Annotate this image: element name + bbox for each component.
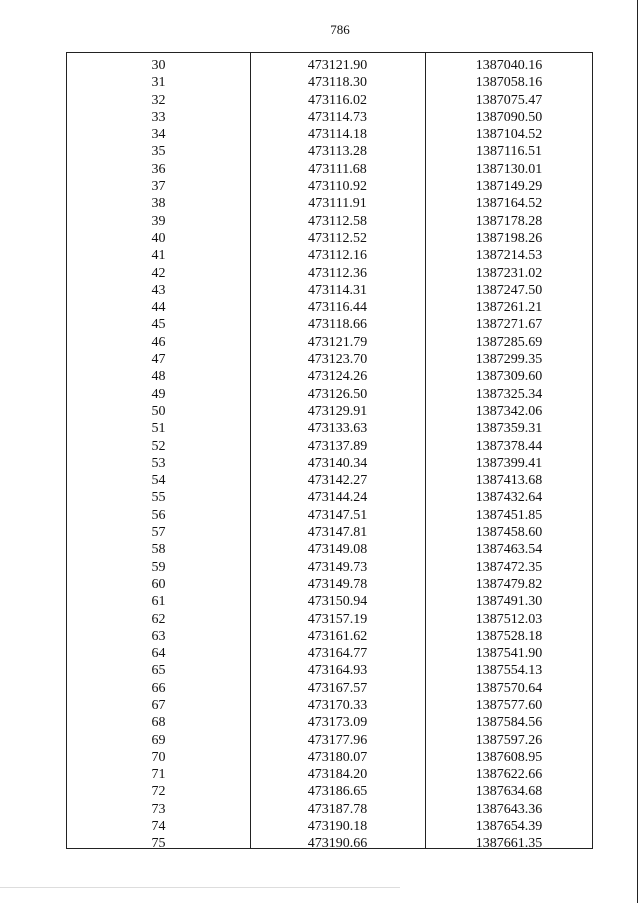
table-row (67, 455, 592, 472)
y-coordinate-cell: 1387432.64 (475, 490, 543, 506)
y-coordinate-cell: 1387661.35 (475, 836, 543, 852)
y-coordinate-cell: 1387472.35 (475, 559, 543, 575)
table-row (67, 645, 592, 662)
point-number-cell: 67 (151, 697, 166, 713)
x-coordinate-cell: 473112.52 (308, 230, 367, 246)
table-row (67, 334, 592, 351)
point-number-cell: 31 (151, 75, 166, 91)
x-coordinate-cell: 473147.81 (307, 525, 368, 541)
y-coordinate-cell: 1387622.66 (475, 767, 543, 783)
point-number-cell: 55 (151, 490, 166, 506)
x-coordinate-cell: 473164.93 (307, 663, 368, 679)
x-coordinate-cell: 473147.51 (307, 507, 368, 523)
x-coordinate-cell: 473161.62 (307, 628, 368, 644)
y-coordinate-cell: 1387378.44 (475, 438, 543, 454)
x-coordinate-cell: 473118.30 (308, 75, 367, 91)
x-coordinate-cell: 473150.94 (307, 594, 368, 610)
table-row (67, 593, 592, 610)
page-edge-rule (637, 0, 638, 903)
table-row (67, 161, 592, 178)
y-coordinate-cell: 1387512.03 (475, 611, 543, 627)
x-coordinate-cell: 473157.19 (307, 611, 368, 627)
y-coordinate-cell: 1387058.16 (475, 75, 543, 91)
y-coordinate-cell: 1387285.69 (475, 334, 543, 350)
y-coordinate-cell: 1387299.35 (475, 352, 543, 368)
x-coordinate-cell: 473149.78 (307, 576, 368, 592)
y-coordinate-cell: 1387359.31 (475, 421, 543, 437)
x-coordinate-cell: 473112.36 (308, 265, 367, 281)
point-number-cell: 47 (151, 352, 166, 368)
point-number-cell: 75 (151, 836, 166, 852)
table-row (67, 92, 592, 109)
point-number-cell: 59 (151, 559, 166, 575)
table-row (67, 541, 592, 558)
x-coordinate-cell: 473114.31 (308, 282, 367, 298)
table-row (67, 489, 592, 506)
x-coordinate-cell: 473110.92 (308, 179, 367, 195)
point-number-cell: 33 (151, 109, 166, 125)
point-number-cell: 37 (151, 179, 166, 195)
table-row (67, 420, 592, 437)
y-coordinate-cell: 1387584.56 (475, 715, 543, 731)
table-row (67, 57, 592, 74)
point-number-cell: 66 (151, 680, 166, 696)
y-coordinate-cell: 1387149.29 (475, 179, 543, 195)
table-row (67, 628, 592, 645)
y-coordinate-cell: 1387458.60 (475, 525, 543, 541)
y-coordinate-cell: 1387413.68 (475, 473, 543, 489)
point-number-cell: 42 (151, 265, 166, 281)
point-number-cell: 36 (151, 161, 166, 177)
x-coordinate-cell: 473170.33 (307, 697, 368, 713)
point-number-cell: 34 (151, 127, 166, 143)
table-row (67, 783, 592, 800)
y-coordinate-cell: 1387309.60 (475, 369, 543, 385)
x-coordinate-cell: 473114.73 (308, 109, 367, 125)
point-number-cell: 63 (151, 628, 166, 644)
y-coordinate-cell: 1387491.30 (475, 594, 543, 610)
table-row (67, 749, 592, 766)
y-coordinate-cell: 1387104.52 (475, 127, 543, 143)
x-coordinate-cell: 473184.20 (307, 767, 368, 783)
x-coordinate-cell: 473190.66 (307, 836, 368, 852)
table-row (67, 195, 592, 212)
point-number-cell: 51 (151, 421, 166, 437)
y-coordinate-cell: 1387231.02 (475, 265, 543, 281)
table-row (67, 714, 592, 731)
point-number-cell: 53 (151, 455, 166, 471)
table-row (67, 507, 592, 524)
x-coordinate-cell: 473118.66 (308, 317, 367, 333)
y-coordinate-cell: 1387554.13 (475, 663, 543, 679)
y-coordinate-cell: 1387198.26 (475, 230, 543, 246)
x-coordinate-cell: 473142.27 (307, 473, 368, 489)
table-row (67, 213, 592, 230)
x-coordinate-cell: 473124.26 (307, 369, 368, 385)
table-body (67, 57, 592, 853)
x-coordinate-cell: 473129.91 (307, 403, 368, 419)
point-number-cell: 62 (151, 611, 166, 627)
table-row (67, 472, 592, 489)
table-row (67, 351, 592, 368)
y-coordinate-cell: 1387090.50 (475, 109, 543, 125)
x-coordinate-cell: 473190.18 (307, 819, 368, 835)
y-coordinate-cell: 1387130.01 (475, 161, 543, 177)
y-coordinate-cell: 1387634.68 (475, 784, 543, 800)
point-number-cell: 35 (151, 144, 166, 160)
x-coordinate-cell: 473164.77 (307, 646, 368, 662)
point-number-cell: 39 (151, 213, 166, 229)
page-number: 786 (330, 22, 350, 37)
point-number-cell: 70 (151, 749, 166, 765)
table-row (67, 109, 592, 126)
y-coordinate-cell: 1387116.51 (476, 144, 542, 160)
table-row (67, 697, 592, 714)
point-number-cell: 64 (151, 646, 166, 662)
table-row (67, 282, 592, 299)
point-number-cell: 56 (151, 507, 166, 523)
point-number-cell: 57 (151, 525, 166, 541)
y-coordinate-cell: 1387643.36 (475, 801, 543, 817)
y-coordinate-cell: 1387164.52 (475, 196, 543, 212)
y-coordinate-cell: 1387271.67 (475, 317, 543, 333)
y-coordinate-cell: 1387479.82 (475, 576, 543, 592)
table-row (67, 576, 592, 593)
table-row (67, 835, 592, 852)
table-row (67, 801, 592, 818)
y-coordinate-cell: 1387247.50 (475, 282, 543, 298)
y-coordinate-cell: 1387570.64 (475, 680, 543, 696)
x-coordinate-cell: 473111.91 (308, 196, 367, 212)
y-coordinate-cell: 1387178.28 (475, 213, 543, 229)
scan-bottom-line (0, 887, 400, 888)
y-coordinate-cell: 1387040.16 (475, 58, 543, 73)
table-row (67, 230, 592, 247)
y-coordinate-cell: 1387075.47 (475, 92, 543, 108)
x-coordinate-cell: 473113.28 (308, 144, 367, 160)
y-coordinate-cell: 1387608.95 (475, 749, 543, 765)
table-row (67, 559, 592, 576)
x-coordinate-cell: 473116.02 (308, 92, 367, 108)
point-number-cell: 72 (151, 784, 166, 800)
table-row (67, 818, 592, 835)
x-coordinate-cell: 473187.78 (307, 801, 368, 817)
point-number-cell: 61 (151, 594, 166, 610)
x-coordinate-cell: 473126.50 (307, 386, 368, 402)
table-row (67, 680, 592, 697)
x-coordinate-cell: 473112.58 (308, 213, 367, 229)
point-number-cell: 40 (151, 230, 166, 246)
point-number-cell: 71 (151, 767, 166, 783)
x-coordinate-cell: 473121.90 (307, 58, 368, 73)
x-coordinate-cell: 473111.68 (308, 161, 367, 177)
point-number-cell: 49 (151, 386, 166, 402)
point-number-cell: 65 (151, 663, 166, 679)
table-row (67, 299, 592, 316)
table-row (67, 74, 592, 91)
x-coordinate-cell: 473186.65 (307, 784, 368, 800)
table-row (67, 368, 592, 385)
x-coordinate-cell: 473114.18 (308, 127, 367, 143)
point-number-cell: 46 (151, 334, 166, 350)
y-coordinate-cell: 1387342.06 (475, 403, 543, 419)
point-number-cell: 38 (151, 196, 166, 212)
y-coordinate-cell: 1387597.26 (475, 732, 543, 748)
x-coordinate-cell: 473133.63 (307, 421, 368, 437)
y-coordinate-cell: 1387463.54 (475, 542, 543, 558)
point-number-cell: 43 (151, 282, 166, 298)
x-coordinate-cell: 473177.96 (307, 732, 368, 748)
table-row (67, 265, 592, 282)
table-row (67, 316, 592, 333)
table-row (67, 438, 592, 455)
point-number-cell: 60 (151, 576, 166, 592)
point-number-cell: 68 (151, 715, 166, 731)
y-coordinate-cell: 1387214.53 (475, 248, 543, 264)
table-row (67, 178, 592, 195)
point-number-cell: 74 (151, 819, 166, 835)
x-coordinate-cell: 473167.57 (307, 680, 368, 696)
table-row (67, 386, 592, 403)
x-coordinate-cell: 473112.16 (308, 248, 367, 264)
table-row (67, 143, 592, 160)
x-coordinate-cell: 473149.08 (307, 542, 368, 558)
point-number-cell: 50 (151, 403, 166, 419)
point-number-cell: 69 (151, 732, 166, 748)
y-coordinate-cell: 1387528.18 (475, 628, 543, 644)
point-number-cell: 52 (151, 438, 166, 454)
y-coordinate-cell: 1387325.34 (475, 386, 543, 402)
table-row (67, 403, 592, 420)
y-coordinate-cell: 1387451.85 (475, 507, 543, 523)
x-coordinate-cell: 473140.34 (307, 455, 368, 471)
y-coordinate-cell: 1387654.39 (475, 819, 543, 835)
x-coordinate-cell: 473173.09 (307, 715, 368, 731)
table-row (67, 247, 592, 264)
coordinates-table (66, 52, 593, 852)
point-number-cell: 41 (151, 248, 166, 264)
table-row (67, 766, 592, 783)
table-row (67, 524, 592, 541)
point-number-cell: 32 (151, 92, 166, 108)
y-coordinate-cell: 1387577.60 (475, 697, 543, 713)
point-number-cell: 73 (151, 801, 166, 817)
table-row (67, 662, 592, 679)
point-number-cell: 54 (151, 473, 166, 489)
table-row (67, 126, 592, 143)
y-coordinate-cell: 1387399.41 (475, 455, 543, 471)
point-number-cell: 58 (151, 542, 166, 558)
table-row (67, 732, 592, 749)
y-coordinate-cell: 1387541.90 (475, 646, 543, 662)
x-coordinate-cell: 473121.79 (307, 334, 368, 350)
x-coordinate-cell: 473144.24 (307, 490, 368, 506)
point-number-cell: 48 (151, 369, 166, 385)
x-coordinate-cell: 473137.89 (307, 438, 368, 454)
point-number-cell: 44 (151, 300, 166, 316)
point-number-cell: 30 (151, 58, 166, 73)
point-number-cell: 45 (151, 317, 166, 333)
x-coordinate-cell: 473116.44 (308, 300, 367, 316)
x-coordinate-cell: 473149.73 (307, 559, 368, 575)
y-coordinate-cell: 1387261.21 (475, 300, 543, 316)
x-coordinate-cell: 473180.07 (307, 749, 368, 765)
x-coordinate-cell: 473123.70 (307, 352, 368, 368)
table-row (67, 611, 592, 628)
